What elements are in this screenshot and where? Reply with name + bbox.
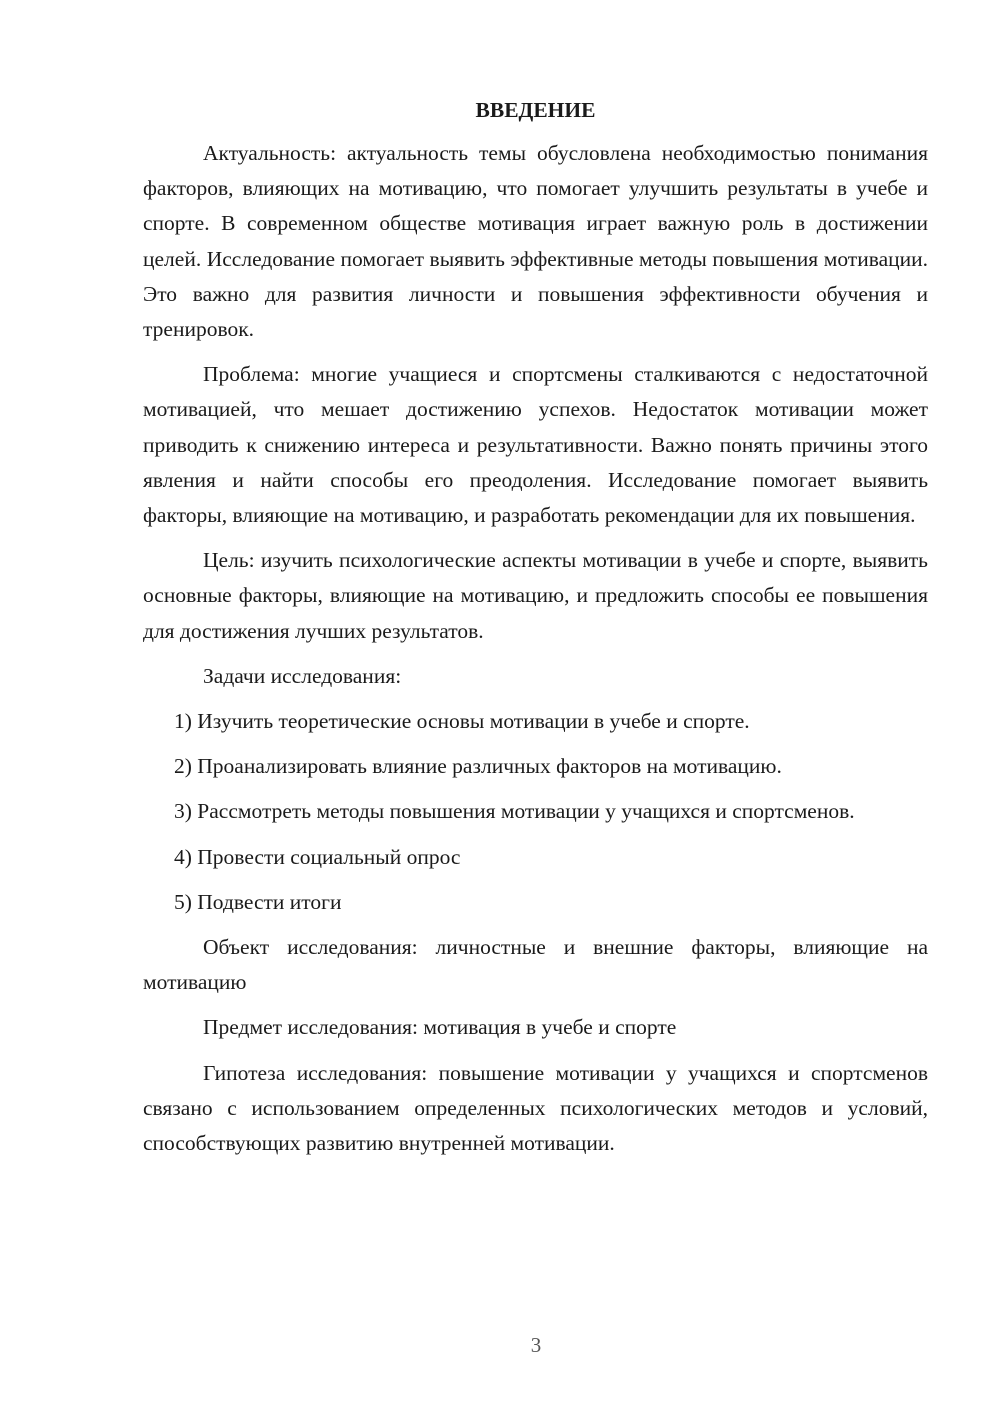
paragraph-subject: Предмет исследования: мотивация в учебе и спорте: [203, 1015, 677, 1040]
task-item-4: 4) Провести социальный опрос: [174, 844, 461, 869]
page-number: 3: [530, 1333, 542, 1357]
tasks-heading: Задачи исследования:: [203, 663, 402, 688]
paragraph-relevance: Актуальность: актуальность темы обусловлена необходимостью понимания факторов, влияющих на мотивацию, что помогает улучшить результаты в учебе и спорте. В современном обществе мотивация играет важную роль в достижении целей. Исследование помогает выявить эффективные методы повышения мотивации. Это важно для развития личности и повышения эффективности обучения и тренировок.: [143, 141, 928, 342]
paragraph-problem: Проблема: многие учащиеся и спортсмены сталкиваются с недостаточной мотивацией, что мешает достижению успехов. Недостаток мотивации может приводить к снижению интереса и результативности. Важно понять причины этого явления и найти способы его преодоления. Исследование помогает выявить факторы, влияющие на мотивацию, и разработать рекомендации для их повышения.: [143, 362, 928, 528]
document-page: [143, 93, 928, 1171]
section-title: ВВЕДЕНИЕ: [475, 98, 596, 122]
task-item-2: 2) Проанализировать влияние различных факторов на мотивацию.: [174, 754, 782, 779]
paragraph-hypothesis: Гипотеза исследования: повышение мотивации у учащихся и спортсменов связано с использованием определенных психологических методов и условий, способствующих развитию внутренней мотивации.: [143, 1060, 928, 1156]
task-item-5: 5) Подвести итоги: [174, 889, 342, 914]
task-item-3: 3) Рассмотреть методы повышения мотивации у учащихся и спортсменов.: [174, 799, 855, 824]
task-item-1: 1) Изучить теоретические основы мотивации в учебе и спорте.: [174, 709, 750, 734]
paragraph-goal: Цель: изучить психологические аспекты мотивации в учебе и спорте, выявить основные факторы, влияющие на мотивацию, и предложить способы ее повышения для достижения лучших результатов.: [143, 548, 928, 643]
paragraph-object: Объект исследования: личностные и внешние факторы, влияющие на мотивацию: [143, 935, 928, 995]
